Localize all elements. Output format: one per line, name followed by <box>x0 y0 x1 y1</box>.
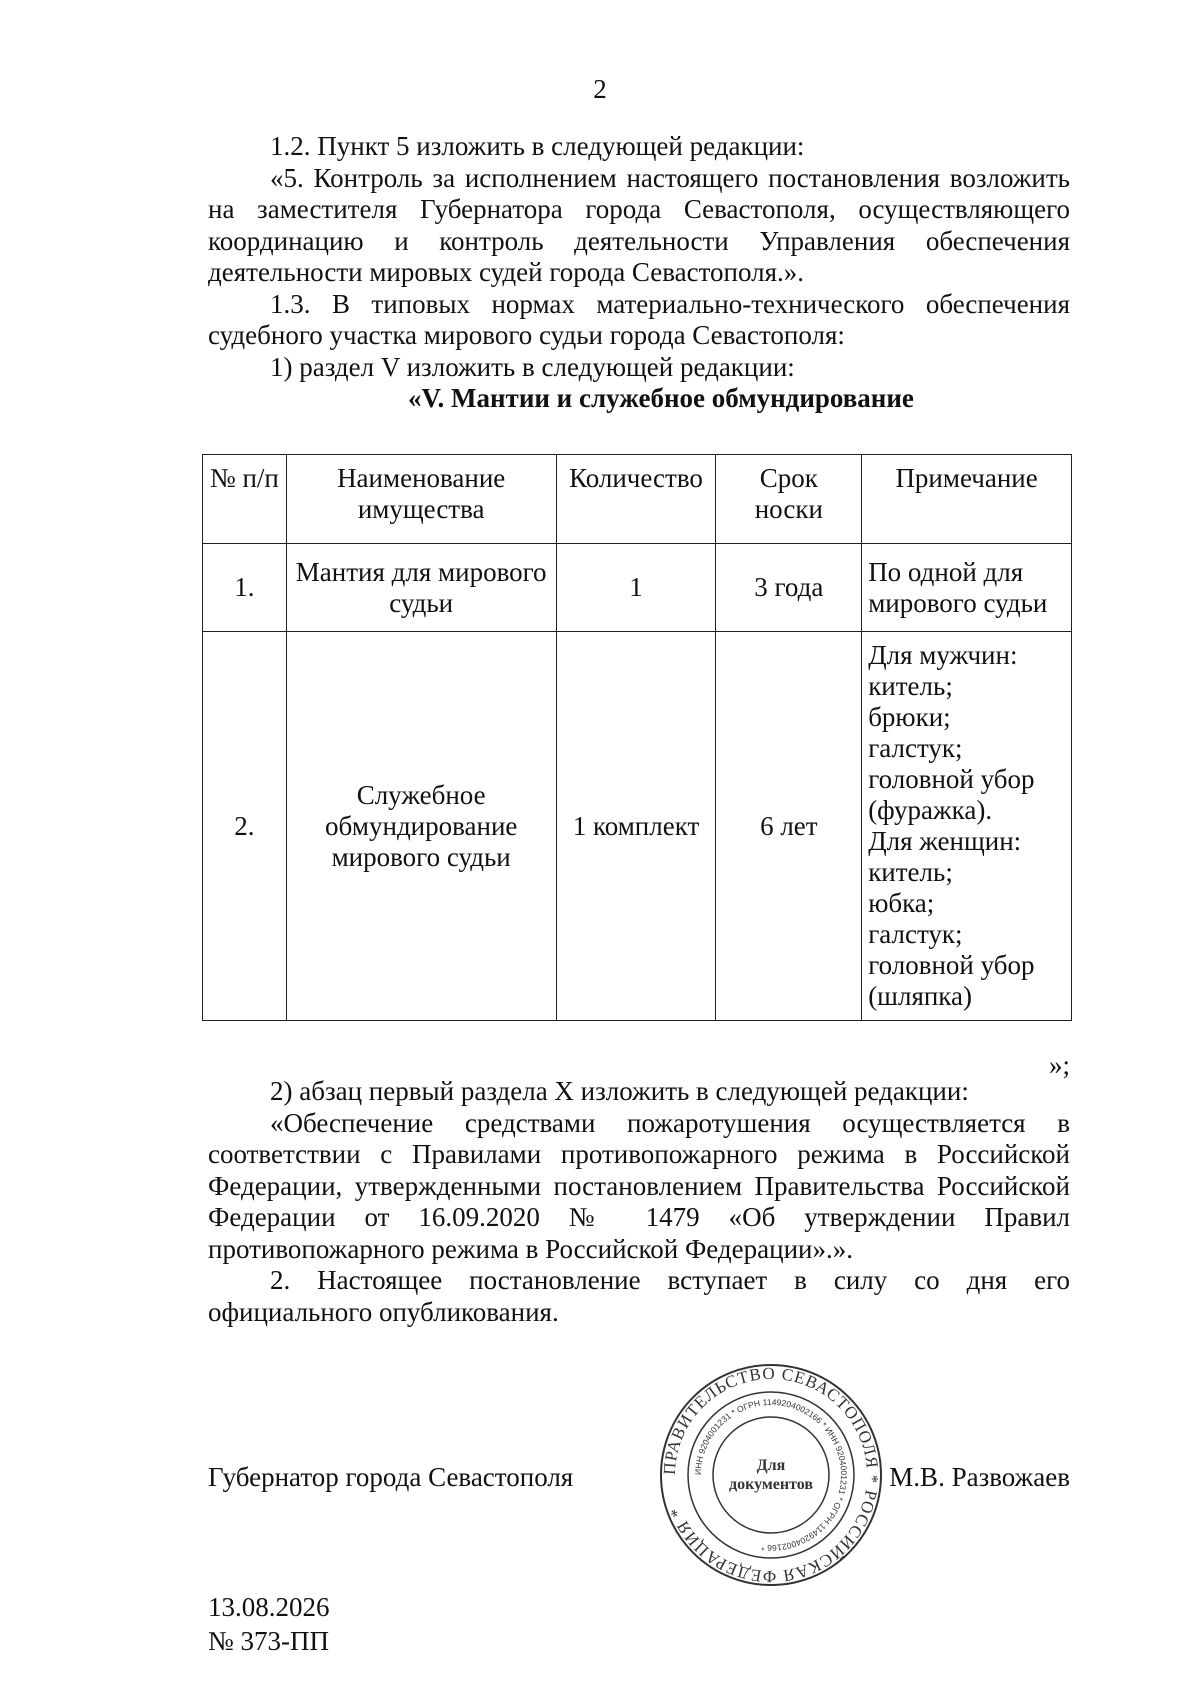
paragraph-1-3: 1.3. В типовых нормах материально-технического обеспечения судебного участка мирового судьи города Севастополя: <box>208 288 1070 350</box>
header-name: Наименование имущества <box>286 455 556 544</box>
document-date-block <box>208 1590 330 1658</box>
cell-qty: 1 <box>556 544 716 632</box>
note-line: (шляпка) <box>868 981 972 1011</box>
header-qty: Количество <box>556 455 716 544</box>
body-section-2 <box>208 1076 1070 1328</box>
norms-table <box>202 454 1072 1021</box>
paragraph-fire: «Обеспечение средствами пожаротушения осуществляется в соответствии с Правилами противопожарного режима в Российской Федерации, утвержденными постановлением Правительства Российской Федерации от 16.09.2020 № 1479 «Об утверждении Правил противопожарного режима в Российской Федерации».». <box>208 1107 1070 1264</box>
paragraph-2-abz: 2) абзац первый раздела X изложить в следующей редакции: <box>270 1076 969 1106</box>
cell-note <box>862 544 1072 632</box>
note-line: Для мужчин: <box>868 640 1018 670</box>
note-line: галстук; <box>868 733 963 763</box>
body-section-1 <box>208 131 1070 415</box>
note-line: юбка; <box>868 888 935 918</box>
cell-term: 6 лет <box>716 632 862 1021</box>
note-line: головной убор <box>868 950 1035 980</box>
cell-num: 1. <box>203 544 287 632</box>
header-num: № п/п <box>203 455 287 544</box>
section-heading: «V. Мантии и служебное обмундирование <box>408 383 914 413</box>
seal-inner-text: ИНН 9204001231 * ОГРН 1149204002166 * ИНН 9204001231 * ОГРН 1149204002166 * <box>692 1396 850 1554</box>
paragraph-1-2: 1.2. Пункт 5 изложить в следующей редакции: <box>270 131 805 161</box>
official-seal <box>658 1362 884 1588</box>
note-line: (фуражка). <box>868 795 993 825</box>
page-number: 2 <box>593 74 607 104</box>
paragraph-effective: 2. Настоящее постановление вступает в силу со дня его официального опубликования. <box>208 1265 1070 1327</box>
document-date: 13.08.2026 <box>208 1592 330 1622</box>
document-number: № 373-ПП <box>208 1626 329 1656</box>
note-line: китель; <box>868 857 953 887</box>
cell-name: Мантия для мирового судьи <box>286 544 556 632</box>
note-line: брюки; <box>868 702 951 732</box>
seal-center-line2: документов <box>729 1476 813 1493</box>
signature-title: Губернатор города Севастополя <box>208 1462 574 1492</box>
note-line: головной убор <box>868 764 1035 794</box>
header-note: Примечание <box>862 455 1072 544</box>
note-line: галстук; <box>868 919 963 949</box>
seal-center-line1: Для <box>756 1457 786 1474</box>
table-row <box>203 632 1072 1021</box>
paragraph-5: «5. Контроль за исполнением настоящего постановления возложить на заместителя Губернатора города Севастополя, осуществляющего координацию и контроль деятельности Управления обеспечения деятельности мировых судей города Севастополя.». <box>208 162 1070 287</box>
signature-name: М.В. Развожаев <box>889 1462 1070 1492</box>
table-header-row <box>203 455 1072 544</box>
seal-inner-ring <box>713 1417 829 1533</box>
cell-qty: 1 комплект <box>556 632 716 1021</box>
paragraph-1-3-1: 1) раздел V изложить в следующей редакции: <box>270 351 795 382</box>
cell-name: Служебное обмундирование мирового судьи <box>286 632 556 1021</box>
header-term: Срок носки <box>716 455 862 544</box>
note-line: Для женщин: <box>868 826 1022 856</box>
closing-quote: »; <box>1048 1050 1070 1080</box>
cell-num: 2. <box>203 632 287 1021</box>
cell-note <box>862 632 1072 1021</box>
note-line: китель; <box>868 671 953 701</box>
cell-term: 3 года <box>716 544 862 632</box>
seal-outer-text: ПРАВИТЕЛЬСТВО СЕВАСТОПОЛЯ * РОССИЙСКАЯ ФЕДЕРАЦИЯ * <box>659 1363 883 1587</box>
table-row <box>203 544 1072 632</box>
note-line: По одной для мирового судьи <box>868 556 1048 618</box>
